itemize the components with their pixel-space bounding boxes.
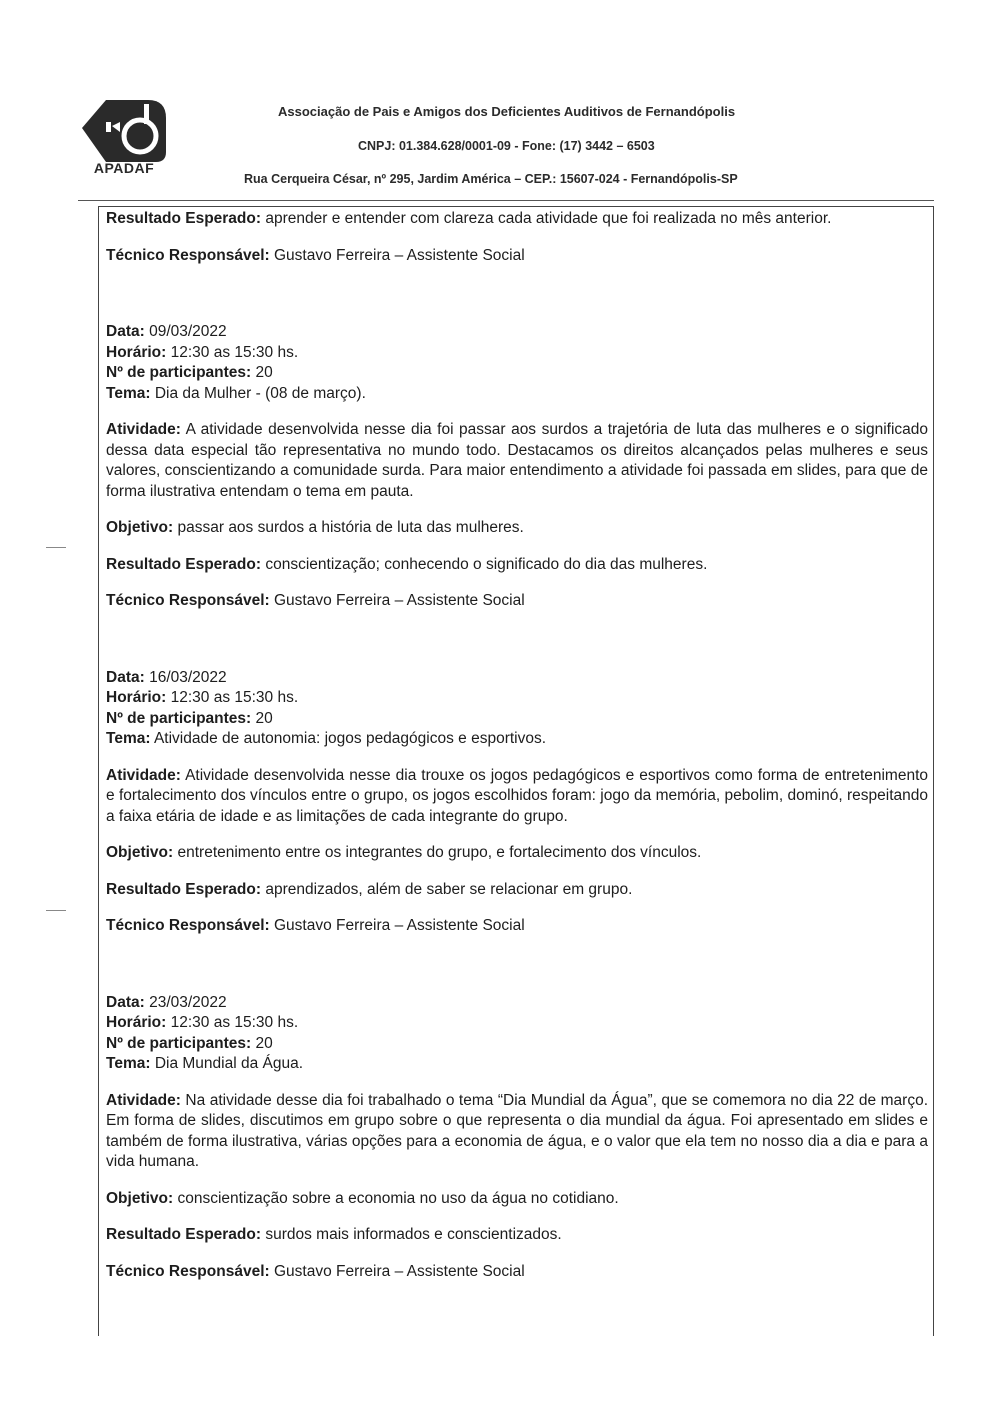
field-label: Data: xyxy=(106,668,145,686)
field-label: Atividade: xyxy=(106,421,181,438)
field-label: Resultado Esperado: xyxy=(106,1226,262,1243)
field-value: aprender e entender com clareza cada atividade que foi realizada no mês anterior. xyxy=(265,210,832,227)
field-value: conscientização sobre a economia no uso da água no cotidiano. xyxy=(177,1189,619,1207)
field-value: Dia da Mulher - (08 de março). xyxy=(154,384,366,402)
field-label: Horário: xyxy=(106,343,167,361)
entry-date xyxy=(106,322,928,343)
entry-theme xyxy=(106,729,928,750)
field-value: Gustavo Ferreira – Assistente Social xyxy=(273,917,525,934)
field-value: Gustavo Ferreira – Assistente Social xyxy=(273,246,525,264)
field-value: 16/03/2022 xyxy=(149,668,227,686)
field-label: Tema: xyxy=(106,1055,151,1072)
entry-responsible-technician xyxy=(106,1262,928,1283)
entry-date xyxy=(106,668,928,689)
entry-theme xyxy=(106,1054,928,1075)
entry-time xyxy=(106,688,928,709)
field-label: Horário: xyxy=(106,689,167,706)
entry-time xyxy=(106,1013,928,1034)
field-value: Gustavo Ferreira – Assistente Social xyxy=(273,592,525,609)
field-label: Técnico Responsável: xyxy=(106,1262,270,1280)
report-body xyxy=(106,209,928,1282)
activity-entry xyxy=(106,993,928,1283)
field-label: Nº de participantes: xyxy=(106,364,252,381)
field-value: aprendizados, além de saber se relacionar em grupo. xyxy=(265,880,633,898)
intro-responsible-technician xyxy=(106,246,928,267)
entry-time xyxy=(106,343,928,364)
entry-expected-result xyxy=(106,555,928,576)
entry-expected-result xyxy=(106,880,928,901)
field-value: 12:30 as 15:30 hs. xyxy=(170,343,299,361)
field-label: Atividade: xyxy=(106,766,181,784)
header-divider xyxy=(78,200,934,201)
activity-entry xyxy=(106,668,928,937)
letterhead xyxy=(0,0,992,210)
organization-address: Rua Cerqueira César, nº 295, Jardim América – CEP.: 15607-024 - Fernandópolis-SP xyxy=(244,172,738,186)
entry-objective xyxy=(106,843,928,864)
entry-participants xyxy=(106,1034,928,1055)
entry-responsible-technician xyxy=(106,591,928,612)
intro-expected-result xyxy=(106,209,928,230)
entry-responsible-technician xyxy=(106,916,928,937)
field-label: Atividade: xyxy=(106,1091,181,1109)
field-value: Atividade de autonomia: jogos pedagógicos e esportivos. xyxy=(153,730,547,747)
entry-date xyxy=(106,993,928,1014)
entry-objective xyxy=(106,518,928,539)
field-value: 12:30 as 15:30 hs. xyxy=(170,689,299,706)
field-value: surdos mais informados e conscientizados. xyxy=(265,1226,562,1243)
field-value: conscientização; conhecendo o significado do dia das mulheres. xyxy=(265,555,708,573)
entry-participants xyxy=(106,709,928,730)
field-label: Nº de participantes: xyxy=(106,1034,252,1052)
field-label: Data: xyxy=(106,323,145,340)
margin-mark xyxy=(46,547,66,548)
entry-objective xyxy=(106,1189,928,1210)
organization-name: Associação de Pais e Amigos dos Deficientes Auditivos de Fernandópolis xyxy=(278,104,736,119)
field-label: Objetivo: xyxy=(106,1189,174,1207)
field-label: Data: xyxy=(106,993,145,1011)
entry-participants xyxy=(106,363,928,384)
field-value: 20 xyxy=(255,364,273,381)
field-label: Técnico Responsável: xyxy=(106,592,270,609)
field-label: Tema: xyxy=(106,730,151,747)
activity-entry xyxy=(106,322,928,612)
entry-activity xyxy=(106,766,928,828)
apadaf-logo xyxy=(78,96,170,182)
field-label: Resultado Esperado: xyxy=(106,555,262,573)
field-label: Técnico Responsável: xyxy=(106,917,270,934)
field-value: passar aos surdos a história de luta das mulheres. xyxy=(177,519,524,536)
field-value: 20 xyxy=(255,1034,273,1052)
field-label: Objetivo: xyxy=(106,519,174,536)
field-label: Tema: xyxy=(106,384,151,402)
organization-contact: CNPJ: 01.384.628/0001-09 - Fone: (17) 3442 – 6503 xyxy=(358,139,655,153)
field-value: 12:30 as 15:30 hs. xyxy=(170,1014,299,1031)
field-label: Técnico Responsável: xyxy=(106,246,270,264)
entry-expected-result xyxy=(106,1225,928,1246)
entry-theme xyxy=(106,384,928,405)
field-label: Resultado Esperado: xyxy=(106,880,262,898)
field-label: Horário: xyxy=(106,1014,167,1031)
field-value: Gustavo Ferreira – Assistente Social xyxy=(273,1262,525,1280)
field-value: Na atividade desse dia foi trabalhado o tema “Dia Mundial da Água”, que se comemora no dia 22 de março. Em forma de slides, discutimos em grupo sobre o que representa o dia mundial da água. Foi apresentado em slides e também de forma ilustrativa, várias opções para a economia de água, e o valor que ela tem no nosso dia a dia e para a vida humana. xyxy=(106,1091,928,1170)
field-label: Resultado Esperado: xyxy=(106,210,262,227)
field-value: Dia Mundial da Água. xyxy=(154,1055,304,1072)
field-value: 20 xyxy=(255,709,273,727)
margin-mark xyxy=(46,910,66,911)
ear-symbol-icon xyxy=(78,96,170,166)
field-value: 09/03/2022 xyxy=(149,323,227,340)
entry-activity xyxy=(106,420,928,502)
field-value: Atividade desenvolvida nesse dia trouxe os jogos pedagógicos e esportivos como forma de entretenimento e fortalecimento dos vínculos entre o grupo, os jogos escolhidos foram: jogo da memória, pebolim, dominó, respeitando a faixa etária de idade e as limitações de cada integrante do grupo. xyxy=(106,766,929,825)
entry-activity xyxy=(106,1091,928,1173)
field-label: Objetivo: xyxy=(106,844,174,861)
logo-text: APADAF xyxy=(93,160,155,176)
field-value: entretenimento entre os integrantes do grupo, e fortalecimento dos vínculos. xyxy=(177,844,702,861)
field-value: 23/03/2022 xyxy=(149,993,227,1011)
field-label: Nº de participantes: xyxy=(106,709,252,727)
field-value: A atividade desenvolvida nesse dia foi passar aos surdos a trajetória de luta das mulheres e o significado dessa data especial tão representativa no mundo todo. Destacamos os direitos alcançados pelas mulheres e seus valores, conscientizando a comunidade surda. Para maior entendimento a atividade foi passada em slides, para que de forma ilustrativa entendam o tema em pauta. xyxy=(106,421,929,500)
